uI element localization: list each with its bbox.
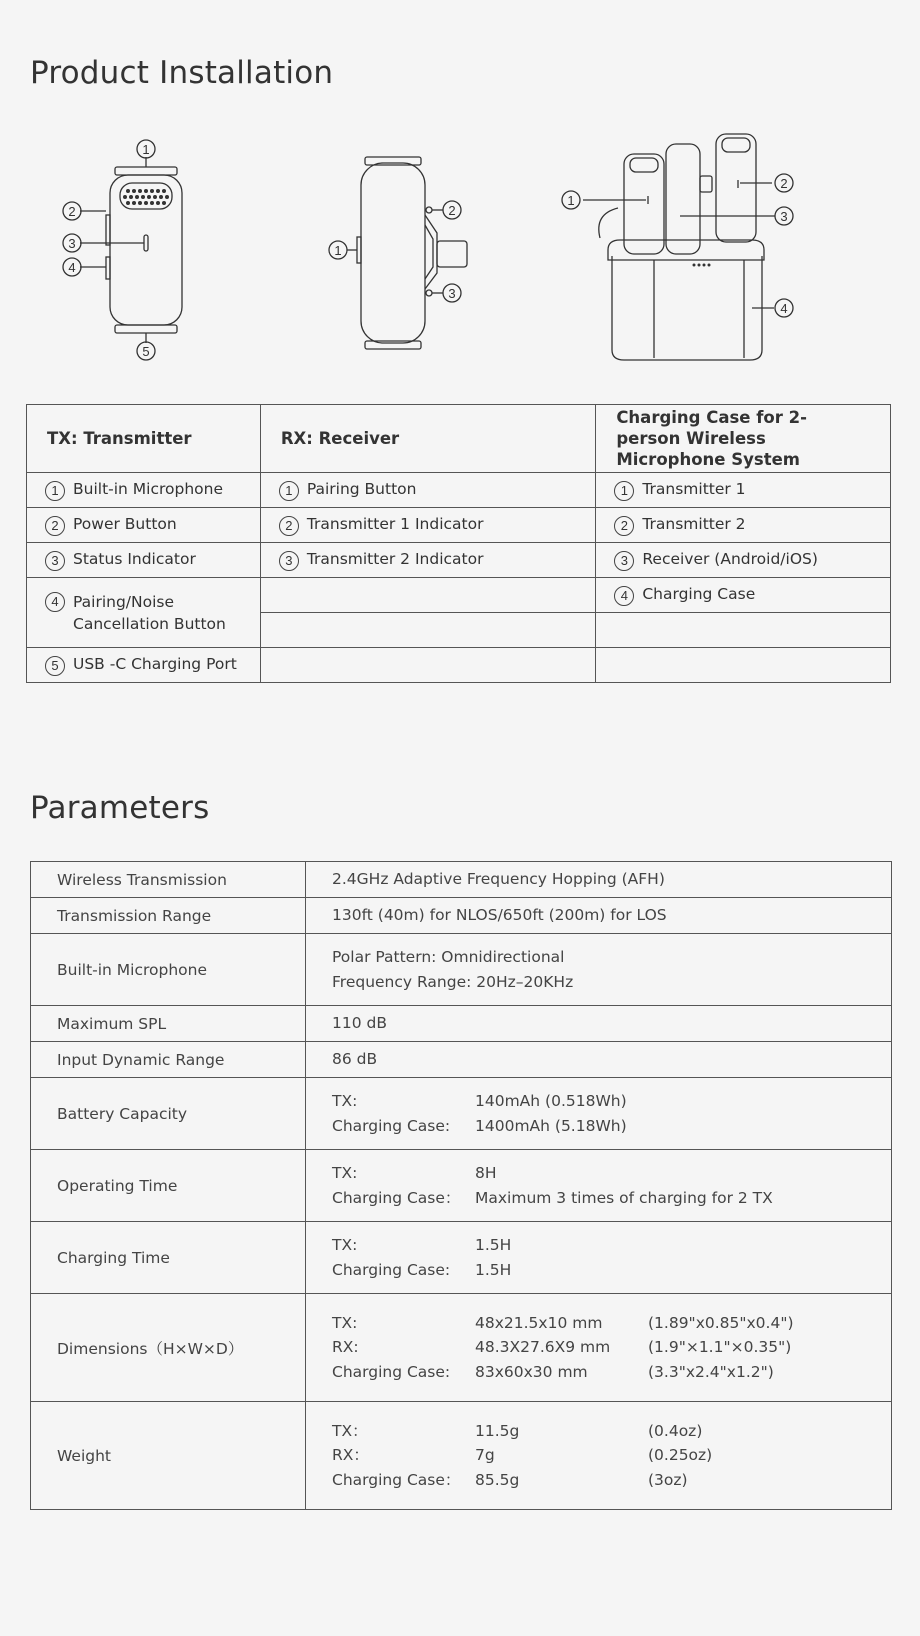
parameters-title: Parameters <box>30 790 210 826</box>
usb-c-connector <box>437 241 467 267</box>
value-text: Maximum 3 times of charging for 2 TX <box>475 1188 773 1207</box>
empty-cell <box>260 613 596 648</box>
table-row <box>27 543 891 578</box>
tx-callout-2: 2 <box>68 204 76 219</box>
value-imperial: (1.9"×1.1"×0.35") <box>648 1338 792 1357</box>
value-text: 1.5H <box>475 1260 512 1279</box>
param-value <box>306 1078 892 1150</box>
tx-header: TX: Transmitter <box>27 405 261 473</box>
list-item <box>614 480 872 501</box>
param-label: Dimensions（H×W×D） <box>31 1294 306 1402</box>
param-label: Charging Time <box>31 1222 306 1294</box>
case-callout-2: 2 <box>780 176 788 191</box>
list-item <box>279 480 578 501</box>
param-value: 2.4GHz Adaptive Frequency Hopping (AFH) <box>306 862 892 898</box>
list-item <box>279 550 578 571</box>
item-label: USB -C Charging Port <box>73 654 237 673</box>
value-text: 8H <box>475 1164 497 1182</box>
empty-cell <box>596 613 891 648</box>
value-imperial: (0.25oz) <box>648 1446 713 1465</box>
table-row <box>31 1294 892 1402</box>
param-value: 86 dB <box>306 1042 892 1078</box>
case-callout-3: 3 <box>780 209 788 224</box>
value-text: 7g <box>475 1446 495 1465</box>
value-line: Frequency Range: 20Hz–20KHz <box>332 972 574 991</box>
number-badge: 3 <box>279 551 299 571</box>
tx-callout-3: 3 <box>68 236 76 251</box>
rx-callout-1: 1 <box>334 243 342 258</box>
value-key: TX： <box>332 1421 368 1440</box>
item-label: Status Indicator <box>73 549 196 568</box>
empty-cell <box>596 648 891 683</box>
value-text: 11.5g <box>475 1421 520 1440</box>
empty-cell <box>260 578 596 613</box>
value-key: RX: <box>332 1338 359 1357</box>
value-key: TX: <box>332 1313 358 1332</box>
value-key: TX: <box>332 1236 358 1254</box>
components-header-row <box>27 405 891 473</box>
list-item <box>45 515 242 536</box>
case-transmitter-1 <box>624 154 664 254</box>
param-label: Input Dynamic Range <box>31 1042 306 1078</box>
table-row <box>31 1078 892 1150</box>
table-row <box>31 934 892 1006</box>
microphone-grille <box>120 183 172 209</box>
item-label: Charging Case <box>642 584 756 603</box>
item-label: Receiver (Android/iOS) <box>642 549 818 568</box>
value-key: Charging Case： <box>332 1188 461 1207</box>
param-label: Battery Capacity <box>31 1078 306 1150</box>
value-imperial: (3.3"x2.4"x1.2") <box>648 1362 774 1381</box>
item-label: Pairing Button <box>306 479 417 498</box>
value-text: 83x60x30 mm <box>475 1362 588 1381</box>
list-item <box>45 591 242 635</box>
value-line: Polar Pattern: Omnidirectional <box>332 948 565 966</box>
value-text: 48x21.5x10 mm <box>475 1313 603 1332</box>
param-label: Wireless Transmission <box>31 862 306 898</box>
rx-callout-3: 3 <box>448 286 456 301</box>
table-row <box>31 1222 892 1294</box>
value-key: Charging Case: <box>332 1116 451 1135</box>
case-header: Charging Case for 2-person Wireless Microphone System <box>596 405 891 473</box>
components-table <box>26 404 891 683</box>
product-installation-title: Product Installation <box>30 55 334 91</box>
param-value <box>306 1150 892 1222</box>
value-key: Charging Case： <box>332 1470 461 1489</box>
value-imperial: (1.89"x0.85"x0.4") <box>648 1313 794 1332</box>
list-item <box>45 550 242 571</box>
receiver-diagram <box>325 155 485 355</box>
table-row <box>27 508 891 543</box>
list-item <box>614 550 872 571</box>
case-receiver <box>666 144 700 254</box>
parameters-table <box>30 861 892 1510</box>
value-imperial: (0.4oz) <box>648 1421 703 1440</box>
param-value <box>306 1294 892 1402</box>
transmitter-diagram <box>60 135 200 375</box>
table-row <box>27 578 891 613</box>
value-text: 1400mAh (5.18Wh) <box>475 1116 627 1135</box>
case-callout-4: 4 <box>780 301 788 316</box>
list-item <box>614 585 872 606</box>
number-badge: 3 <box>45 551 65 571</box>
value-key: Charging Case: <box>332 1362 451 1381</box>
param-label: Built-in Microphone <box>31 934 306 1006</box>
table-row <box>27 473 891 508</box>
param-label: Transmission Range <box>31 898 306 934</box>
item-label: Transmitter 1 Indicator <box>306 514 484 533</box>
case-transmitter-2 <box>716 134 756 242</box>
value-text: 48.3X27.6X9 mm <box>475 1338 611 1357</box>
param-value: 130ft (40m) for NLOS/650ft (200m) for LOS <box>306 898 892 934</box>
value-imperial: (3oz) <box>648 1470 688 1489</box>
param-value <box>306 1402 892 1510</box>
usb-c-plug-base <box>425 215 437 289</box>
number-badge: 1 <box>614 481 634 501</box>
table-row <box>31 1042 892 1078</box>
table-row <box>27 648 891 683</box>
value-text: 85.5g <box>475 1470 520 1489</box>
list-item <box>45 480 242 501</box>
case-body <box>612 256 762 360</box>
number-badge: 4 <box>45 592 65 612</box>
number-badge: 1 <box>279 481 299 501</box>
list-item <box>279 515 578 536</box>
list-item <box>45 655 242 676</box>
number-badge: 3 <box>614 551 634 571</box>
list-item <box>614 515 872 536</box>
number-badge: 2 <box>279 516 299 536</box>
item-label: Transmitter 2 <box>642 514 746 533</box>
tx-callout-4: 4 <box>68 260 76 275</box>
transmitter-body <box>110 175 182 325</box>
item-label: Pairing/Noise Cancellation Button <box>73 592 226 633</box>
item-label: Power Button <box>73 514 177 533</box>
param-label: Weight <box>31 1402 306 1510</box>
table-row <box>31 1006 892 1042</box>
receiver-body <box>361 163 425 343</box>
number-badge: 1 <box>45 481 65 501</box>
number-badge: 5 <box>45 656 65 676</box>
item-label: Built-in Microphone <box>73 479 224 498</box>
charging-case-diagram <box>567 128 830 368</box>
value-text: 140mAh (0.518Wh) <box>475 1092 627 1110</box>
table-row <box>31 898 892 934</box>
value-key: Charging Case: <box>332 1260 451 1279</box>
tx-callout-5: 5 <box>142 344 150 359</box>
value-key: TX: <box>332 1164 358 1182</box>
table-row <box>31 862 892 898</box>
param-value <box>306 1222 892 1294</box>
table-row <box>31 1402 892 1510</box>
number-badge: 2 <box>614 516 634 536</box>
table-row <box>31 1150 892 1222</box>
case-callout-1: 1 <box>567 193 575 208</box>
rx-callout-2: 2 <box>448 203 456 218</box>
param-label: Maximum SPL <box>31 1006 306 1042</box>
param-value: 110 dB <box>306 1006 892 1042</box>
param-label: Operating Time <box>31 1150 306 1222</box>
value-text: 1.5H <box>475 1236 512 1254</box>
number-badge: 2 <box>45 516 65 536</box>
tx-callout-1: 1 <box>142 142 150 157</box>
param-value <box>306 934 892 1006</box>
status-indicator-light <box>144 235 148 251</box>
item-label: Transmitter 1 <box>642 479 746 498</box>
value-key: TX: <box>332 1092 358 1110</box>
item-label: Transmitter 2 Indicator <box>306 549 484 568</box>
value-key: RX： <box>332 1446 369 1465</box>
empty-cell <box>260 648 596 683</box>
number-badge: 4 <box>614 586 634 606</box>
rx-header: RX: Receiver <box>260 405 596 473</box>
